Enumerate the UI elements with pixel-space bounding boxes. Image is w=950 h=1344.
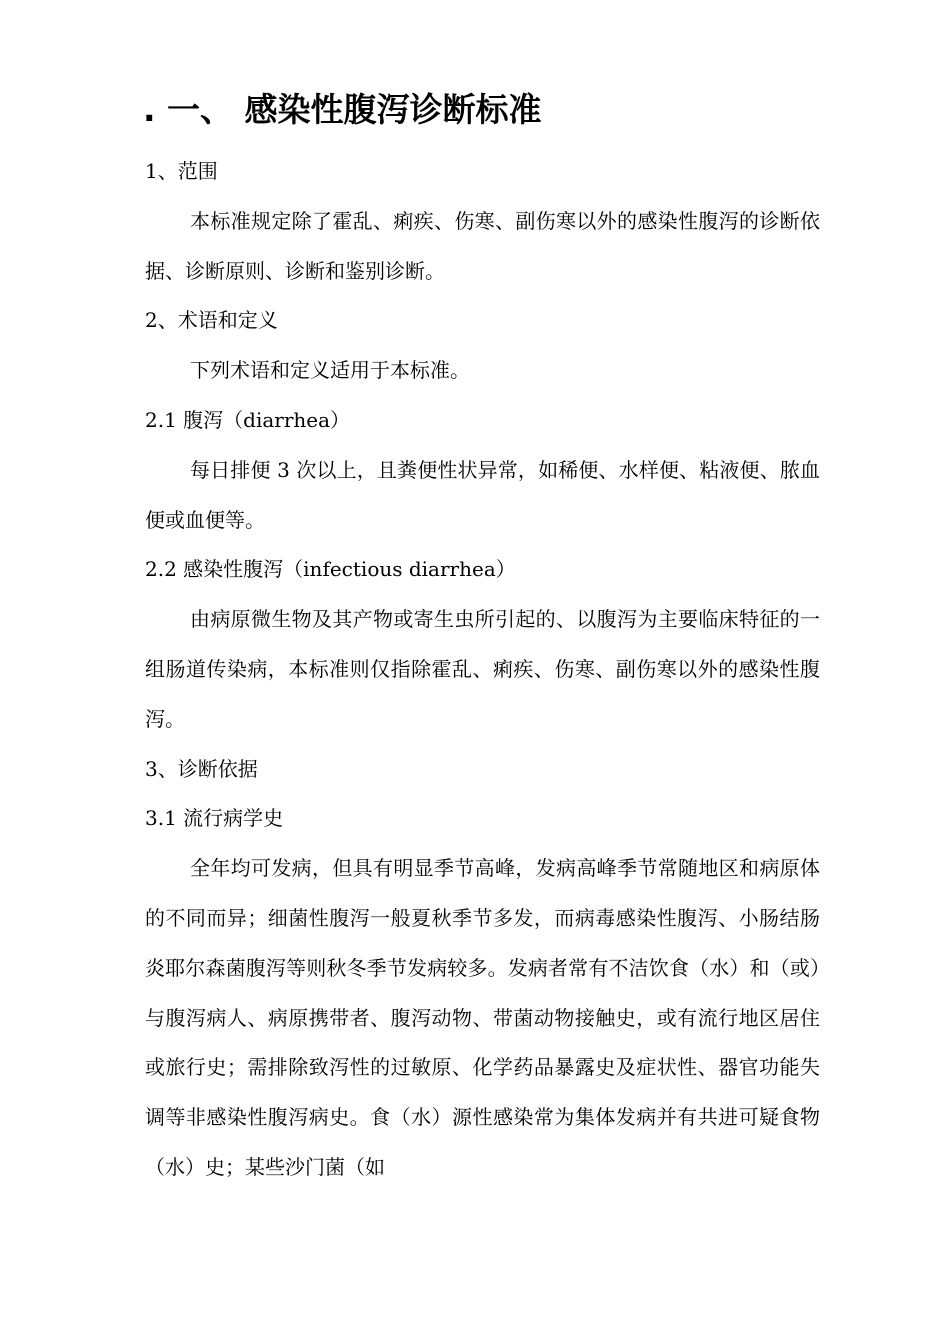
document-title: . 一、 感染性腹泻诊断标准 — [143, 90, 542, 129]
paragraph-line: 下列术语和定义适用于本标准。 — [190, 358, 470, 383]
paragraph-line: 病原体的不同而异；细菌性腹泻一般夏秋季节多发，而病毒感染性腹 — [145, 856, 821, 930]
paragraph — [145, 446, 820, 546]
paragraph-line: 物接触史，或有流行地区居住或旅行史；需排除致泻性的过敏原、化 — [145, 1005, 820, 1080]
paragraph-line: 洁饮食（水）和（或）与腹泻病人、病原携带者、腹泻动物、带菌动 — [145, 955, 821, 1030]
paragraph-line: 诊断依据、诊断原则、诊断和鉴别诊断。 — [145, 208, 821, 283]
paragraph — [145, 844, 820, 1193]
section-heading: 3、诊断依据 — [145, 756, 258, 781]
paragraph — [145, 346, 820, 396]
paragraph-line: 每日排便 3 次以上，且粪便性状异常，如稀便、水样便、粘液便、 — [190, 457, 780, 482]
section-heading: 1、范围 — [145, 159, 218, 183]
paragraph-line: 由病原微生物及其产物或寄生虫所引起的、以腹泻为主要临床特 — [190, 607, 760, 632]
section-heading: 2.2 感染性腹泻（infectious diarrhea） — [145, 557, 516, 582]
section-heading: 3.1 流行病学史 — [145, 806, 284, 831]
paragraph-line: 源性感染常为集体发病并有共进可疑食物（水）史；某些沙门菌（如 — [145, 1105, 820, 1179]
document-body — [145, 147, 820, 1193]
paragraph-line: 全年均可发病，但具有明显季节高峰，发病高峰季节常随地区和 — [190, 856, 760, 881]
section-heading: 2.1 腹泻（diarrhea） — [145, 407, 351, 432]
paragraph-line: 外的感染性腹泻。 — [145, 656, 820, 731]
paragraph-line: 脓血便或血便等。 — [145, 457, 820, 532]
paragraph-line: 泻、小肠结肠炎耶尔森菌腹泻等则秋冬季节发病较多。发病者常有不 — [145, 905, 820, 980]
paragraph-line: 征的一组肠道传染病，本标准则仅指除霍乱、痢疾、伤寒、副伤寒以 — [145, 607, 821, 681]
section-heading: 2、术语和定义 — [145, 308, 278, 333]
paragraph — [145, 197, 820, 297]
paragraph-line: 本标准规定除了霍乱、痢疾、伤寒、副伤寒以外的感染性腹泻的 — [190, 208, 760, 233]
paragraph-line: 学药品暴露史及症状性、器官功能失调等非感染性腹泻病史。食（水） — [145, 1055, 820, 1130]
paragraph — [145, 595, 820, 744]
